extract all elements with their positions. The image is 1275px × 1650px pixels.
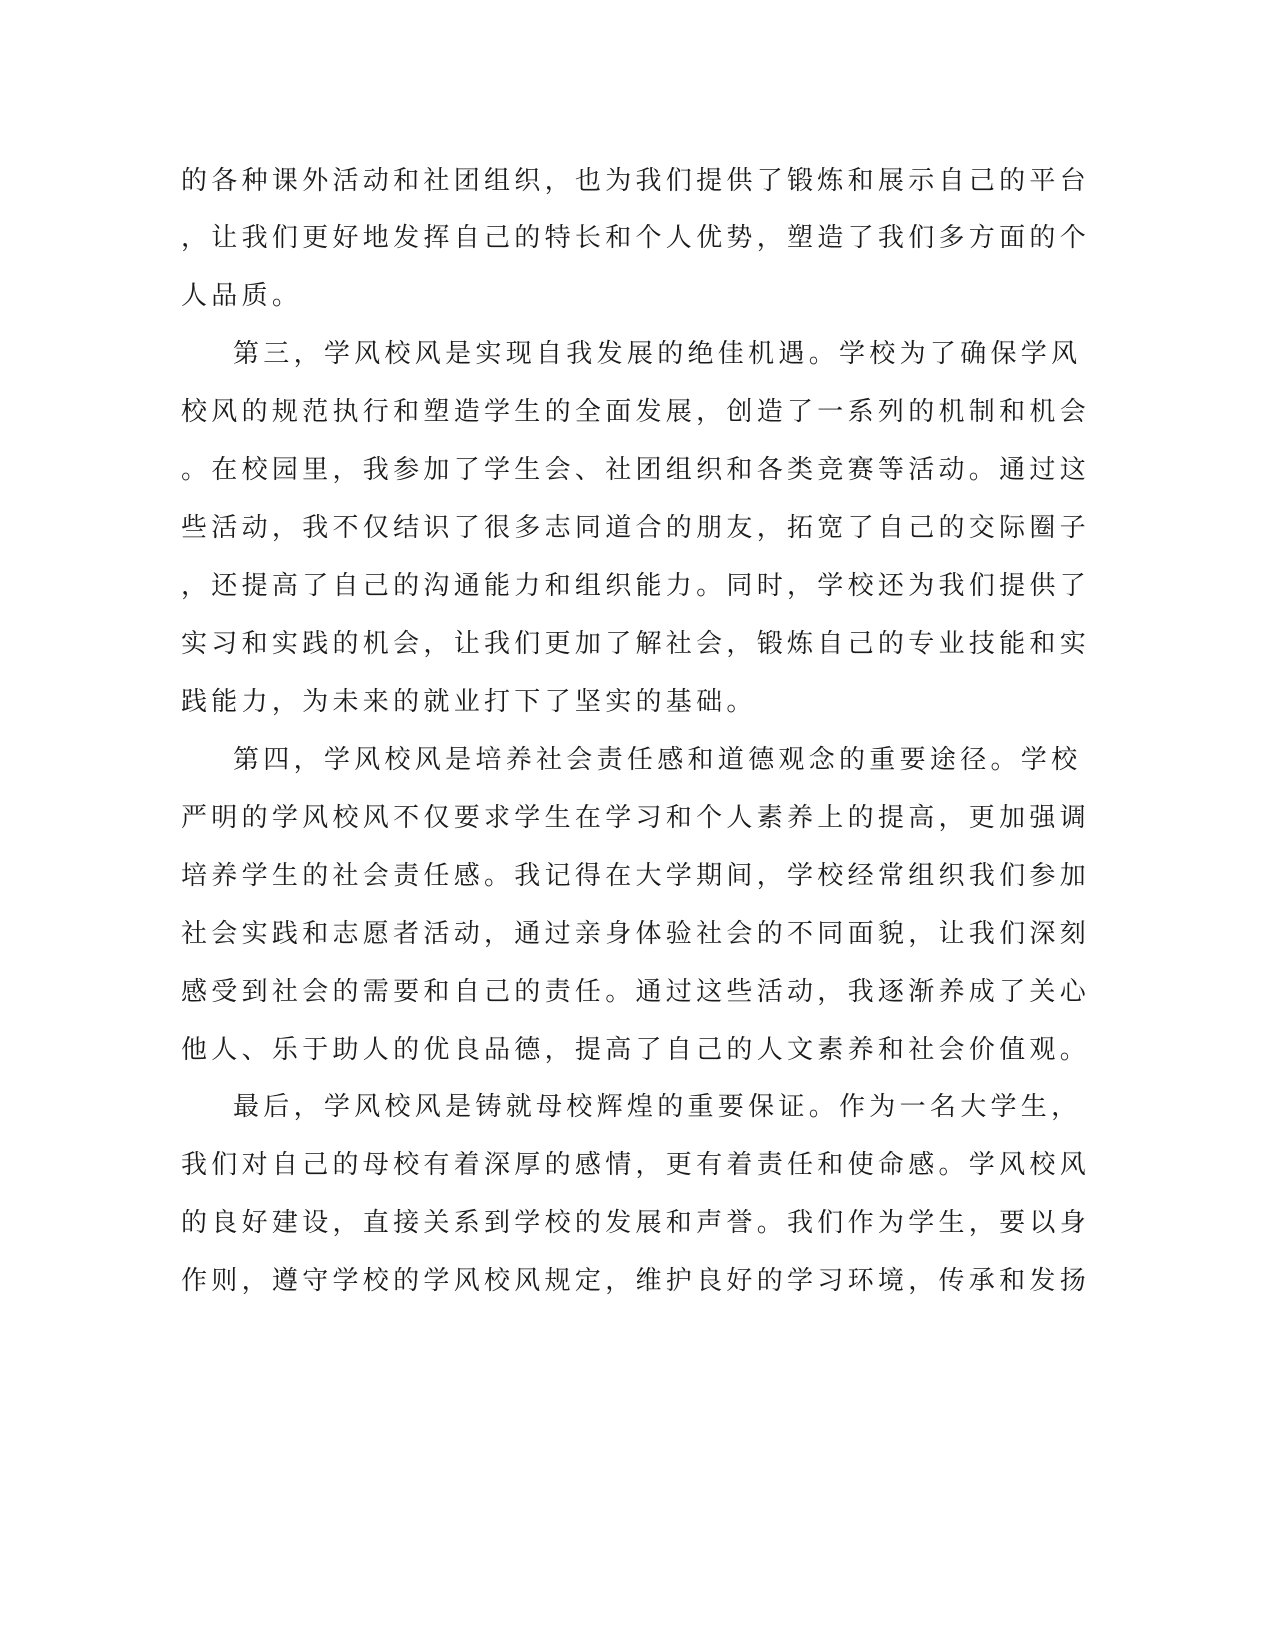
- text-line: 些活动，我不仅结识了很多志同道合的朋友，拓宽了自己的交际圈子: [181, 513, 1091, 543]
- text-line: 感受到社会的需要和自己的责任。通过这些活动，我逐渐养成了关心: [181, 977, 1091, 1007]
- text-line: 培养学生的社会责任感。我记得在大学期间，学校经常组织我们参加: [181, 861, 1091, 891]
- paragraph-start-line: 第四，学风校风是培养社会责任感和道德观念的重要途径。学校: [233, 745, 1082, 775]
- text-line: 。在校园里，我参加了学生会、社团组织和各类竞赛等活动。通过这: [181, 455, 1091, 485]
- text-line: 我们对自己的母校有着深厚的感情，更有着责任和使命感。学风校风: [181, 1150, 1091, 1180]
- text-line: 的各种课外活动和社团组织，也为我们提供了锻炼和展示自己的平台: [181, 166, 1091, 196]
- text-line: 作则，遵守学校的学风校风规定，维护良好的学习环境，传承和发扬: [181, 1266, 1091, 1296]
- text-line: 人品质。: [181, 281, 303, 311]
- paragraph-start-line: 第三，学风校风是实现自我发展的绝佳机遇。学校为了确保学风: [233, 339, 1082, 369]
- text-line: 社会实践和志愿者活动，通过亲身体验社会的不同面貌，让我们深刻: [181, 919, 1091, 949]
- text-line: ，还提高了自己的沟通能力和组织能力。同时，学校还为我们提供了: [181, 571, 1091, 601]
- paragraph-start-line: 最后，学风校风是铸就母校辉煌的重要保证。作为一名大学生，: [233, 1092, 1082, 1122]
- text-line: 实习和实践的机会，让我们更加了解社会，锻炼自己的专业技能和实: [181, 629, 1091, 659]
- text-line: 校风的规范执行和塑造学生的全面发展，创造了一系列的机制和机会: [181, 397, 1091, 427]
- text-line: 他人、乐于助人的优良品德，提高了自己的人文素养和社会价值观。: [181, 1035, 1091, 1065]
- text-line: 践能力，为未来的就业打下了坚实的基础。: [181, 687, 757, 717]
- text-line: ，让我们更好地发挥自己的特长和个人优势，塑造了我们多方面的个: [181, 223, 1091, 253]
- text-line: 严明的学风校风不仅要求学生在学习和个人素养上的提高，更加强调: [181, 803, 1091, 833]
- text-line: 的良好建设，直接关系到学校的发展和声誉。我们作为学生，要以身: [181, 1208, 1091, 1238]
